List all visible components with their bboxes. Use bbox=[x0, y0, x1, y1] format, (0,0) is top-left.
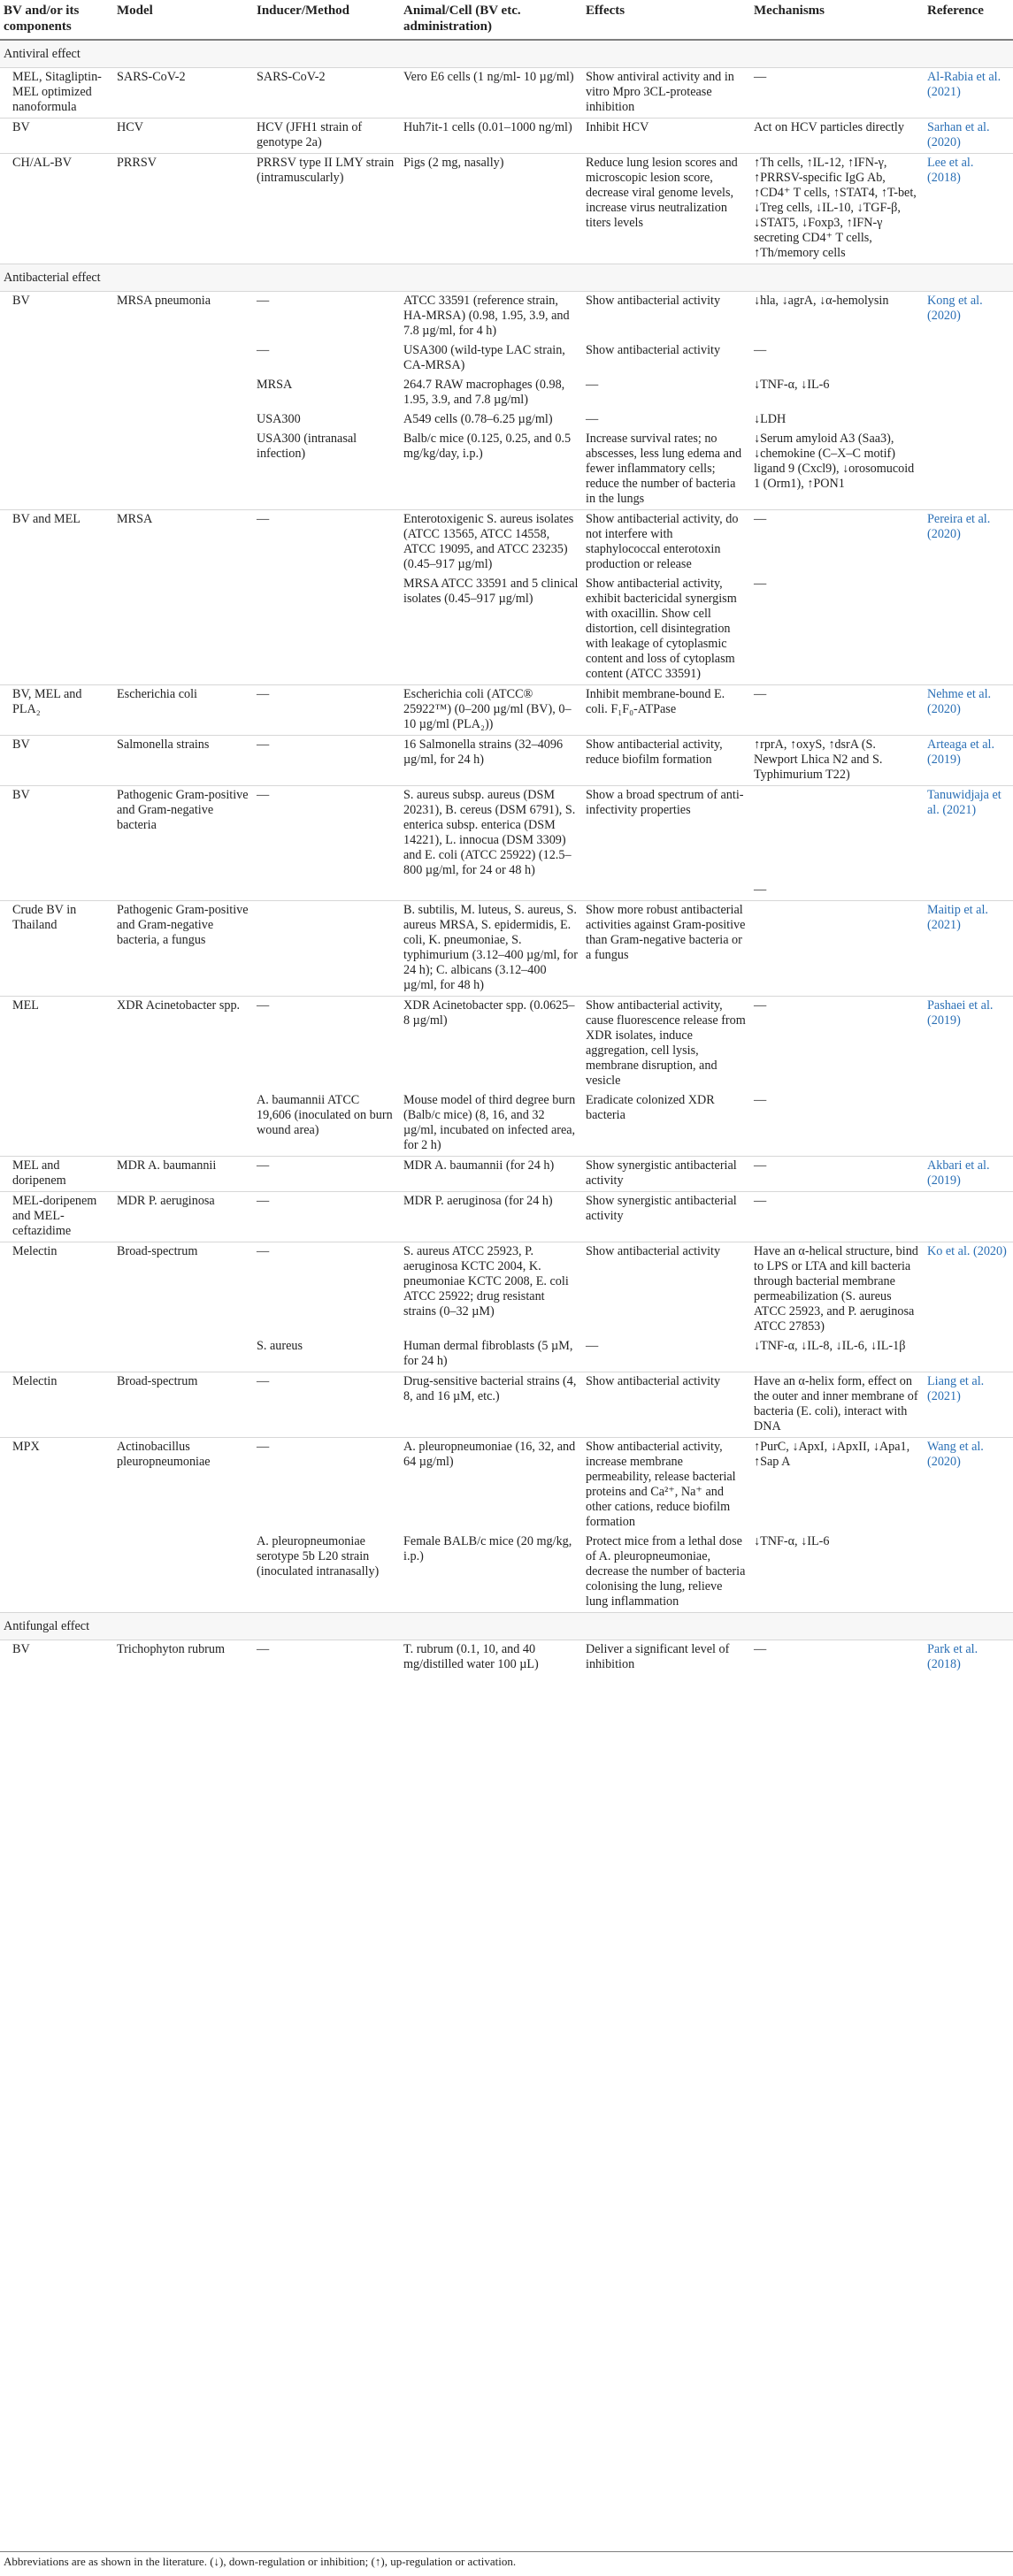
inducer-cell: SARS-CoV-2 bbox=[257, 70, 326, 84]
mechanisms-cell bbox=[750, 901, 924, 997]
table-row bbox=[0, 1533, 1013, 1613]
component-cell: BV and MEL bbox=[0, 510, 113, 576]
reference-cell: Pereira et al. (2020) bbox=[924, 510, 1013, 576]
inducer-cell: — bbox=[253, 510, 400, 576]
effects-cell: Show antibacterial activity bbox=[582, 1372, 750, 1438]
component-cell: MPX bbox=[0, 1438, 113, 1533]
inducer-cell: PRRSV type II LMY strain (intramuscularly) bbox=[253, 154, 400, 264]
reference-cell bbox=[924, 1091, 1013, 1157]
footnote: Abbreviations are as shown in the literature. (↓), down-regulation or inhibition; (↑), up-regulation or activation. bbox=[4, 2555, 517, 2568]
model-cell: Broad-spectrum bbox=[113, 1372, 253, 1438]
effects-cell: Show synergistic antibacterial activity bbox=[582, 1157, 750, 1192]
mechanisms-cell: ↓TNF-α, ↓IL-8, ↓IL-6, ↓IL-1β bbox=[754, 1339, 906, 1353]
animal-cell-cell: T. rubrum (0.1, 10, and 40 mg/distilled water 100 µL) bbox=[403, 1642, 539, 1671]
table-row bbox=[0, 997, 1013, 1092]
reference-cell: Kong et al. (2020) bbox=[927, 294, 983, 323]
reference-cell bbox=[924, 376, 1013, 410]
animal-cell-cell: Human dermal fibroblasts (5 µM, for 24 h) bbox=[403, 1339, 573, 1368]
reference-cell bbox=[924, 430, 1013, 510]
mechanisms-cell: ↓TNF-α, ↓IL-6 bbox=[754, 1534, 830, 1548]
section-title: Antibacterial effect bbox=[0, 264, 1013, 292]
reference-cell bbox=[924, 410, 1013, 430]
table-row bbox=[0, 1337, 1013, 1372]
model-cell: Pathogenic Gram-positive and Gram-negative bacteria bbox=[113, 786, 253, 882]
model-cell: Trichophyton rubrum bbox=[117, 1642, 226, 1656]
table-row bbox=[0, 1157, 1013, 1192]
component-cell: BV bbox=[12, 294, 30, 308]
mechanisms-cell: ↓TNF-α, ↓IL-6 bbox=[754, 378, 830, 392]
table-row bbox=[0, 510, 1013, 576]
header-cell: Model bbox=[113, 0, 253, 40]
reference-cell bbox=[924, 1192, 1013, 1242]
inducer-cell: — bbox=[253, 997, 400, 1092]
effects-cell: Protect mice from a lethal dose of A. pleuropneumoniae, decrease the number of bacteria colonising the lung, relieve lung inflammation bbox=[586, 1534, 746, 1609]
effects-cell: Increase survival rates; no abscesses, less lung edema and fewer inflammatory cells; reduce the number of bacteria in the lungs bbox=[586, 432, 742, 506]
reference-cell: Nehme et al. (2020) bbox=[924, 685, 1013, 736]
table-row bbox=[0, 881, 1013, 901]
table-row bbox=[0, 410, 1013, 430]
section-row bbox=[0, 1613, 1013, 1640]
header-cell: Effects bbox=[582, 0, 750, 40]
mechanisms-cell: — bbox=[754, 1093, 767, 1107]
inducer-cell: — bbox=[253, 1192, 400, 1242]
component-cell bbox=[0, 341, 113, 376]
component-cell bbox=[0, 881, 113, 901]
reference-cell bbox=[924, 575, 1013, 685]
model-cell: Broad-spectrum bbox=[113, 1242, 253, 1338]
table-row bbox=[0, 1091, 1013, 1157]
model-cell bbox=[113, 376, 253, 410]
effects-cell: Show antibacterial activity bbox=[586, 343, 721, 357]
inducer-cell: S. aureus bbox=[257, 1339, 303, 1353]
effects-cell: Show synergistic antibacterial activity bbox=[582, 1192, 750, 1242]
model-cell bbox=[113, 1337, 253, 1372]
effects-cell: Show antibacterial activity, cause fluorescence release from XDR isolates, induce aggregation, cell lysis, membrane disruption, and vesicle bbox=[582, 997, 750, 1092]
effects-cell: Eradicate colonized XDR bacteria bbox=[586, 1093, 715, 1122]
reference-cell: Liang et al. (2021) bbox=[924, 1372, 1013, 1438]
effects-cell: Show antibacterial activity, exhibit bactericidal synergism with oxacillin. Show cell distortion, cell disintegration with leakage of cytoplasmic content and loss of cytoplasm content (ATCC 33591) bbox=[586, 577, 737, 681]
animal-cell-cell: B. subtilis, M. luteus, S. aureus, S. aureus MRSA, S. epidermidis, E. coli, K. pneumoniae, S. typhimurium (3.12–400 µg/ml, for 24 h); C. albicans (3.12–400 µg/ml, for 48 h) bbox=[400, 901, 582, 997]
mechanisms-cell: ↓hla, ↓agrA, ↓α-hemolysin bbox=[754, 294, 889, 308]
inducer-cell: — bbox=[257, 1642, 270, 1656]
mechanisms-cell: Have an α-helical structure, bind to LPS or LTA and kill bacteria through bacterial membrane permeabilization (S. aureus ATCC 25923, and P. aeruginosa ATCC 27853) bbox=[750, 1242, 924, 1338]
effects-cell: Inhibit HCV bbox=[582, 118, 750, 154]
inducer-cell: A. baumannii ATCC 19,606 (inoculated on burn wound area) bbox=[257, 1093, 393, 1137]
component-cell bbox=[0, 410, 113, 430]
effects-cell: Reduce lung lesion scores and microscopic lesion score, decrease viral genome levels, increase virus neutralization titers levels bbox=[582, 154, 750, 264]
model-cell: HCV bbox=[113, 118, 253, 154]
effects-cell: — bbox=[586, 1339, 599, 1353]
inducer-cell: USA300 (intranasal infection) bbox=[257, 432, 357, 461]
animal-cell-cell: 16 Salmonella strains (32–4096 µg/ml, for 24 h) bbox=[400, 736, 582, 786]
animal-cell-cell: Drug-sensitive bacterial strains (4, 8, and 16 µM, etc.) bbox=[400, 1372, 582, 1438]
reference-cell: Pashaei et al. (2019) bbox=[924, 997, 1013, 1092]
component-cell bbox=[0, 1337, 113, 1372]
reference-cell bbox=[924, 1337, 1013, 1372]
mechanisms-cell: ↑rprA, ↑oxyS, ↑dsrA (S. Newport Lhica N2 and S. Typhimurium T22) bbox=[750, 736, 924, 786]
inducer-cell bbox=[253, 881, 400, 901]
component-cell: Crude BV in Thailand bbox=[0, 901, 113, 997]
inducer-cell: — bbox=[253, 1438, 400, 1533]
mechanisms-cell: ↑PurC, ↓ApxI, ↓ApxII, ↓Apa1, ↑Sap A bbox=[750, 1438, 924, 1533]
component-cell: MEL-doripenem and MEL-ceftazidime bbox=[0, 1192, 113, 1242]
component-cell: BV bbox=[0, 786, 113, 882]
effects-cell bbox=[582, 881, 750, 901]
model-cell bbox=[113, 1533, 253, 1613]
reference-cell: Maitip et al. (2021) bbox=[924, 901, 1013, 997]
section-row bbox=[0, 40, 1013, 68]
section-title: Antifungal effect bbox=[0, 1613, 1013, 1640]
inducer-cell: — bbox=[253, 1157, 400, 1192]
model-cell: MRSA bbox=[113, 510, 253, 576]
inducer-cell: A. pleuropneumoniae serotype 5b L20 strain (inoculated intranasally) bbox=[257, 1534, 380, 1578]
inducer-cell bbox=[253, 575, 400, 685]
table-row bbox=[0, 1242, 1013, 1338]
reference-cell: Al-Rabia et al. (2021) bbox=[927, 70, 1001, 99]
section-row bbox=[0, 264, 1013, 292]
effects-cell: Show a broad spectrum of anti-infectivity properties bbox=[582, 786, 750, 882]
reference-cell bbox=[924, 881, 1013, 901]
inducer-cell: — bbox=[253, 1372, 400, 1438]
mechanisms-cell: ↑Th cells, ↑IL-12, ↑IFN-γ, ↑PRRSV-specific IgG Ab, ↑CD4⁺ T cells, ↑STAT4, ↑T-bet, ↓Treg cells, ↓IL-10, ↓TGF-β, ↓STAT5, ↓Foxp3, ↑IFN-γ secreting CD4⁺ T cells, ↑Th/memory cells bbox=[750, 154, 924, 264]
model-cell bbox=[113, 881, 253, 901]
inducer-cell: — bbox=[253, 786, 400, 882]
model-cell bbox=[113, 430, 253, 510]
effects-cell: Show antibacterial activity bbox=[586, 294, 721, 308]
mechanisms-cell: — bbox=[750, 685, 924, 736]
inducer-cell: — bbox=[253, 736, 400, 786]
mechanisms-cell: Have an α-helix form, effect on the outer and inner membrane of bacteria (E. coli), interact with DNA bbox=[750, 1372, 924, 1438]
effects-cell: Show antibacterial activity, do not interfere with staphylococcal enterotoxin production or release bbox=[582, 510, 750, 576]
animal-cell-cell: 264.7 RAW macrophages (0.98, 1.95, 3.9, and 7.8 µg/ml) bbox=[403, 378, 565, 407]
reference-cell: Lee et al. (2018) bbox=[924, 154, 1013, 264]
model-cell: MDR P. aeruginosa bbox=[113, 1192, 253, 1242]
effects-cell: Show antibacterial activity, increase membrane permeability, release bacterial proteins and Ca²⁺, Na⁺ and other cations, reduce biofilm formation bbox=[582, 1438, 750, 1533]
model-cell: MDR A. baumannii bbox=[113, 1157, 253, 1192]
table-row bbox=[0, 575, 1013, 685]
table-row bbox=[0, 154, 1013, 264]
header-row bbox=[0, 0, 1013, 40]
animal-cell-cell: USA300 (wild-type LAC strain, CA-MRSA) bbox=[403, 343, 565, 372]
table-row bbox=[0, 1372, 1013, 1438]
animal-cell-cell: Enterotoxigenic S. aureus isolates (ATCC 13565, ATCC 14558, ATCC 19095, and ATCC 23235) (0.45–917 µg/ml) bbox=[400, 510, 582, 576]
animal-cell-cell: MRSA ATCC 33591 and 5 clinical isolates (0.45–917 µg/ml) bbox=[403, 577, 579, 606]
effects-cell: Show antiviral activity and in vitro Mpro 3CL-protease inhibition bbox=[586, 70, 734, 114]
animal-cell-cell: Huh7it-1 cells (0.01–1000 ng/ml) bbox=[400, 118, 582, 154]
inducer-cell: USA300 bbox=[257, 412, 301, 426]
mechanisms-cell: — bbox=[754, 70, 767, 84]
section-title: Antiviral effect bbox=[0, 40, 1013, 68]
table-row bbox=[0, 786, 1013, 882]
model-cell: Escherichia coli bbox=[113, 685, 253, 736]
mechanisms-cell: — bbox=[750, 510, 924, 576]
model-cell: SARS-CoV-2 bbox=[117, 70, 186, 84]
reference-cell: Arteaga et al. (2019) bbox=[924, 736, 1013, 786]
reference-cell: Tanuwidjaja et al. (2021) bbox=[924, 786, 1013, 882]
model-cell: Pathogenic Gram-positive and Gram-negative bacteria, a fungus bbox=[113, 901, 253, 997]
animal-cell-cell: A. pleuropneumoniae (16, 32, and 64 µg/ml) bbox=[400, 1438, 582, 1533]
mechanisms-cell: — bbox=[750, 997, 924, 1092]
reference-cell bbox=[924, 1533, 1013, 1613]
component-cell: CH/AL-BV bbox=[0, 154, 113, 264]
component-cell: MEL bbox=[0, 997, 113, 1092]
mechanisms-cell: ↓Serum amyloid A3 (Saa3), ↓chemokine (C–X–C motif) ligand 9 (Cxcl9), ↓orosomucoid 1 (Orm1), ↑PON1 bbox=[754, 432, 915, 491]
reference-cell: Park et al. (2018) bbox=[927, 1642, 978, 1671]
table-row bbox=[0, 118, 1013, 154]
reference-cell: Wang et al. (2020) bbox=[924, 1438, 1013, 1533]
table-row bbox=[0, 685, 1013, 736]
component-cell bbox=[0, 575, 113, 685]
component-cell: BV bbox=[12, 1642, 30, 1656]
reference-cell: Akbari et al. (2019) bbox=[924, 1157, 1013, 1192]
table-row bbox=[0, 1640, 1013, 1676]
animal-cell-cell: S. aureus ATCC 25923, P. aeruginosa KCTC 2004, K. pneumoniae KCTC 2008, E. coli ATCC 25922; drug resistant strains (0–32 µM) bbox=[400, 1242, 582, 1338]
inducer-cell: — bbox=[253, 1242, 400, 1338]
component-cell bbox=[0, 1091, 113, 1157]
model-cell: XDR Acinetobacter spp. bbox=[113, 997, 253, 1092]
component-cell: MEL, Sitagliptin- MEL optimized nanoformula bbox=[12, 70, 102, 114]
animal-cell-cell: Pigs (2 mg, nasally) bbox=[400, 154, 582, 264]
header-cell: Reference bbox=[924, 0, 1013, 40]
effects-cell: — bbox=[586, 412, 599, 426]
reference-cell: Sarhan et al. (2020) bbox=[924, 118, 1013, 154]
component-cell: Melectin bbox=[0, 1242, 113, 1338]
animal-cell-cell: MDR A. baumannii (for 24 h) bbox=[400, 1157, 582, 1192]
mechanisms-cell: — bbox=[754, 577, 767, 591]
component-cell: BV bbox=[0, 118, 113, 154]
table-body bbox=[0, 40, 1013, 1675]
header-cell: Mechanisms bbox=[750, 0, 924, 40]
animal-cell-cell bbox=[400, 881, 582, 901]
mechanisms-cell: ↓LDH bbox=[754, 412, 787, 426]
footnote-divider bbox=[0, 2551, 1013, 2552]
inducer-cell: MRSA bbox=[257, 378, 293, 392]
animal-cell-cell: Escherichia coli (ATCC® 25922™) (0–200 µg/ml (BV), 0–10 µg/ml (PLA₂)) bbox=[400, 685, 582, 736]
mechanisms-cell: — bbox=[750, 1157, 924, 1192]
table-row bbox=[0, 1192, 1013, 1242]
model-cell: Salmonella strains bbox=[113, 736, 253, 786]
animal-cell-cell: Female BALB/c mice (20 mg/kg, i.p.) bbox=[403, 1534, 572, 1563]
model-cell bbox=[113, 341, 253, 376]
inducer-cell bbox=[253, 901, 400, 997]
effects-cell: Show more robust antibacterial activities against Gram-positive than Gram-negative bacteria or a fungus bbox=[582, 901, 750, 997]
inducer-cell: — bbox=[257, 294, 270, 308]
model-cell: PRRSV bbox=[113, 154, 253, 264]
table-row bbox=[0, 1438, 1013, 1533]
header-cell: Inducer/Method bbox=[253, 0, 400, 40]
table-row bbox=[0, 341, 1013, 376]
table-row bbox=[0, 736, 1013, 786]
reference-cell bbox=[924, 341, 1013, 376]
table-row bbox=[0, 430, 1013, 510]
mechanisms-cell: — bbox=[750, 1192, 924, 1242]
effects-cell: — bbox=[586, 378, 599, 392]
model-cell bbox=[113, 410, 253, 430]
component-cell bbox=[0, 376, 113, 410]
animal-cell-cell: Balb/c mice (0.125, 0.25, and 0.5 mg/kg/day, i.p.) bbox=[403, 432, 572, 461]
mechanisms-cell bbox=[750, 786, 924, 882]
mechanisms-cell: — bbox=[754, 883, 767, 897]
component-cell bbox=[0, 1533, 113, 1613]
header-cell: Animal/Cell (BV etc. administration) bbox=[400, 0, 582, 40]
effects-cell: Inhibit membrane-bound E. coli. F₁F₀-ATPase bbox=[582, 685, 750, 736]
animal-cell-cell: S. aureus subsp. aureus (DSM 20231), B. cereus (DSM 6791), S. enterica subsp. enterica (DSM 14221), L. innocua (DSM 3309) and E. coli (ATCC 25922) (12.5–800 µg/ml, for 24 or 48 h) bbox=[400, 786, 582, 882]
table-row bbox=[0, 901, 1013, 997]
component-cell: BV bbox=[0, 736, 113, 786]
table-row bbox=[0, 68, 1013, 118]
component-cell: Melectin bbox=[0, 1372, 113, 1438]
effects-cell: Show antibacterial activity bbox=[582, 1242, 750, 1338]
inducer-cell: — bbox=[257, 343, 270, 357]
mechanisms-cell: — bbox=[754, 343, 767, 357]
effects-cell: Deliver a significant level of inhibition bbox=[586, 1642, 730, 1671]
animal-cell-cell: A549 cells (0.78–6.25 µg/ml) bbox=[403, 412, 553, 426]
model-cell bbox=[113, 575, 253, 685]
model-cell bbox=[113, 1091, 253, 1157]
mechanisms-cell: Act on HCV particles directly bbox=[750, 118, 924, 154]
mechanisms-cell: — bbox=[754, 1642, 767, 1656]
model-cell: Actinobacillus pleuropneumoniae bbox=[113, 1438, 253, 1533]
table-row bbox=[0, 376, 1013, 410]
animal-cell-cell: ATCC 33591 (reference strain, HA-MRSA) (0.98, 1.95, 3.9, and 7.8 µg/ml, for 4 h) bbox=[403, 294, 570, 338]
component-cell: BV, MEL and PLA₂ bbox=[0, 685, 113, 736]
inducer-cell: — bbox=[253, 685, 400, 736]
component-cell: MEL and doripenem bbox=[0, 1157, 113, 1192]
animal-cell-cell: XDR Acinetobacter spp. (0.0625–8 µg/ml) bbox=[400, 997, 582, 1092]
component-cell bbox=[0, 430, 113, 510]
animal-cell-cell: MDR P. aeruginosa (for 24 h) bbox=[400, 1192, 582, 1242]
model-cell: MRSA pneumonia bbox=[117, 294, 211, 308]
table-row bbox=[0, 292, 1013, 342]
header-cell: BV and/or its components bbox=[0, 0, 113, 40]
effects-cell: Show antibacterial activity, reduce biofilm formation bbox=[582, 736, 750, 786]
inducer-cell: HCV (JFH1 strain of genotype 2a) bbox=[253, 118, 400, 154]
reference-cell: Ko et al. (2020) bbox=[924, 1242, 1013, 1338]
animal-cell-cell: Vero E6 cells (1 ng/ml- 10 µg/ml) bbox=[403, 70, 574, 84]
animal-cell-cell: Mouse model of third degree burn (Balb/c mice) (8, 16, and 32 µg/ml, incubated on infected area, for 2 h) bbox=[403, 1093, 576, 1152]
